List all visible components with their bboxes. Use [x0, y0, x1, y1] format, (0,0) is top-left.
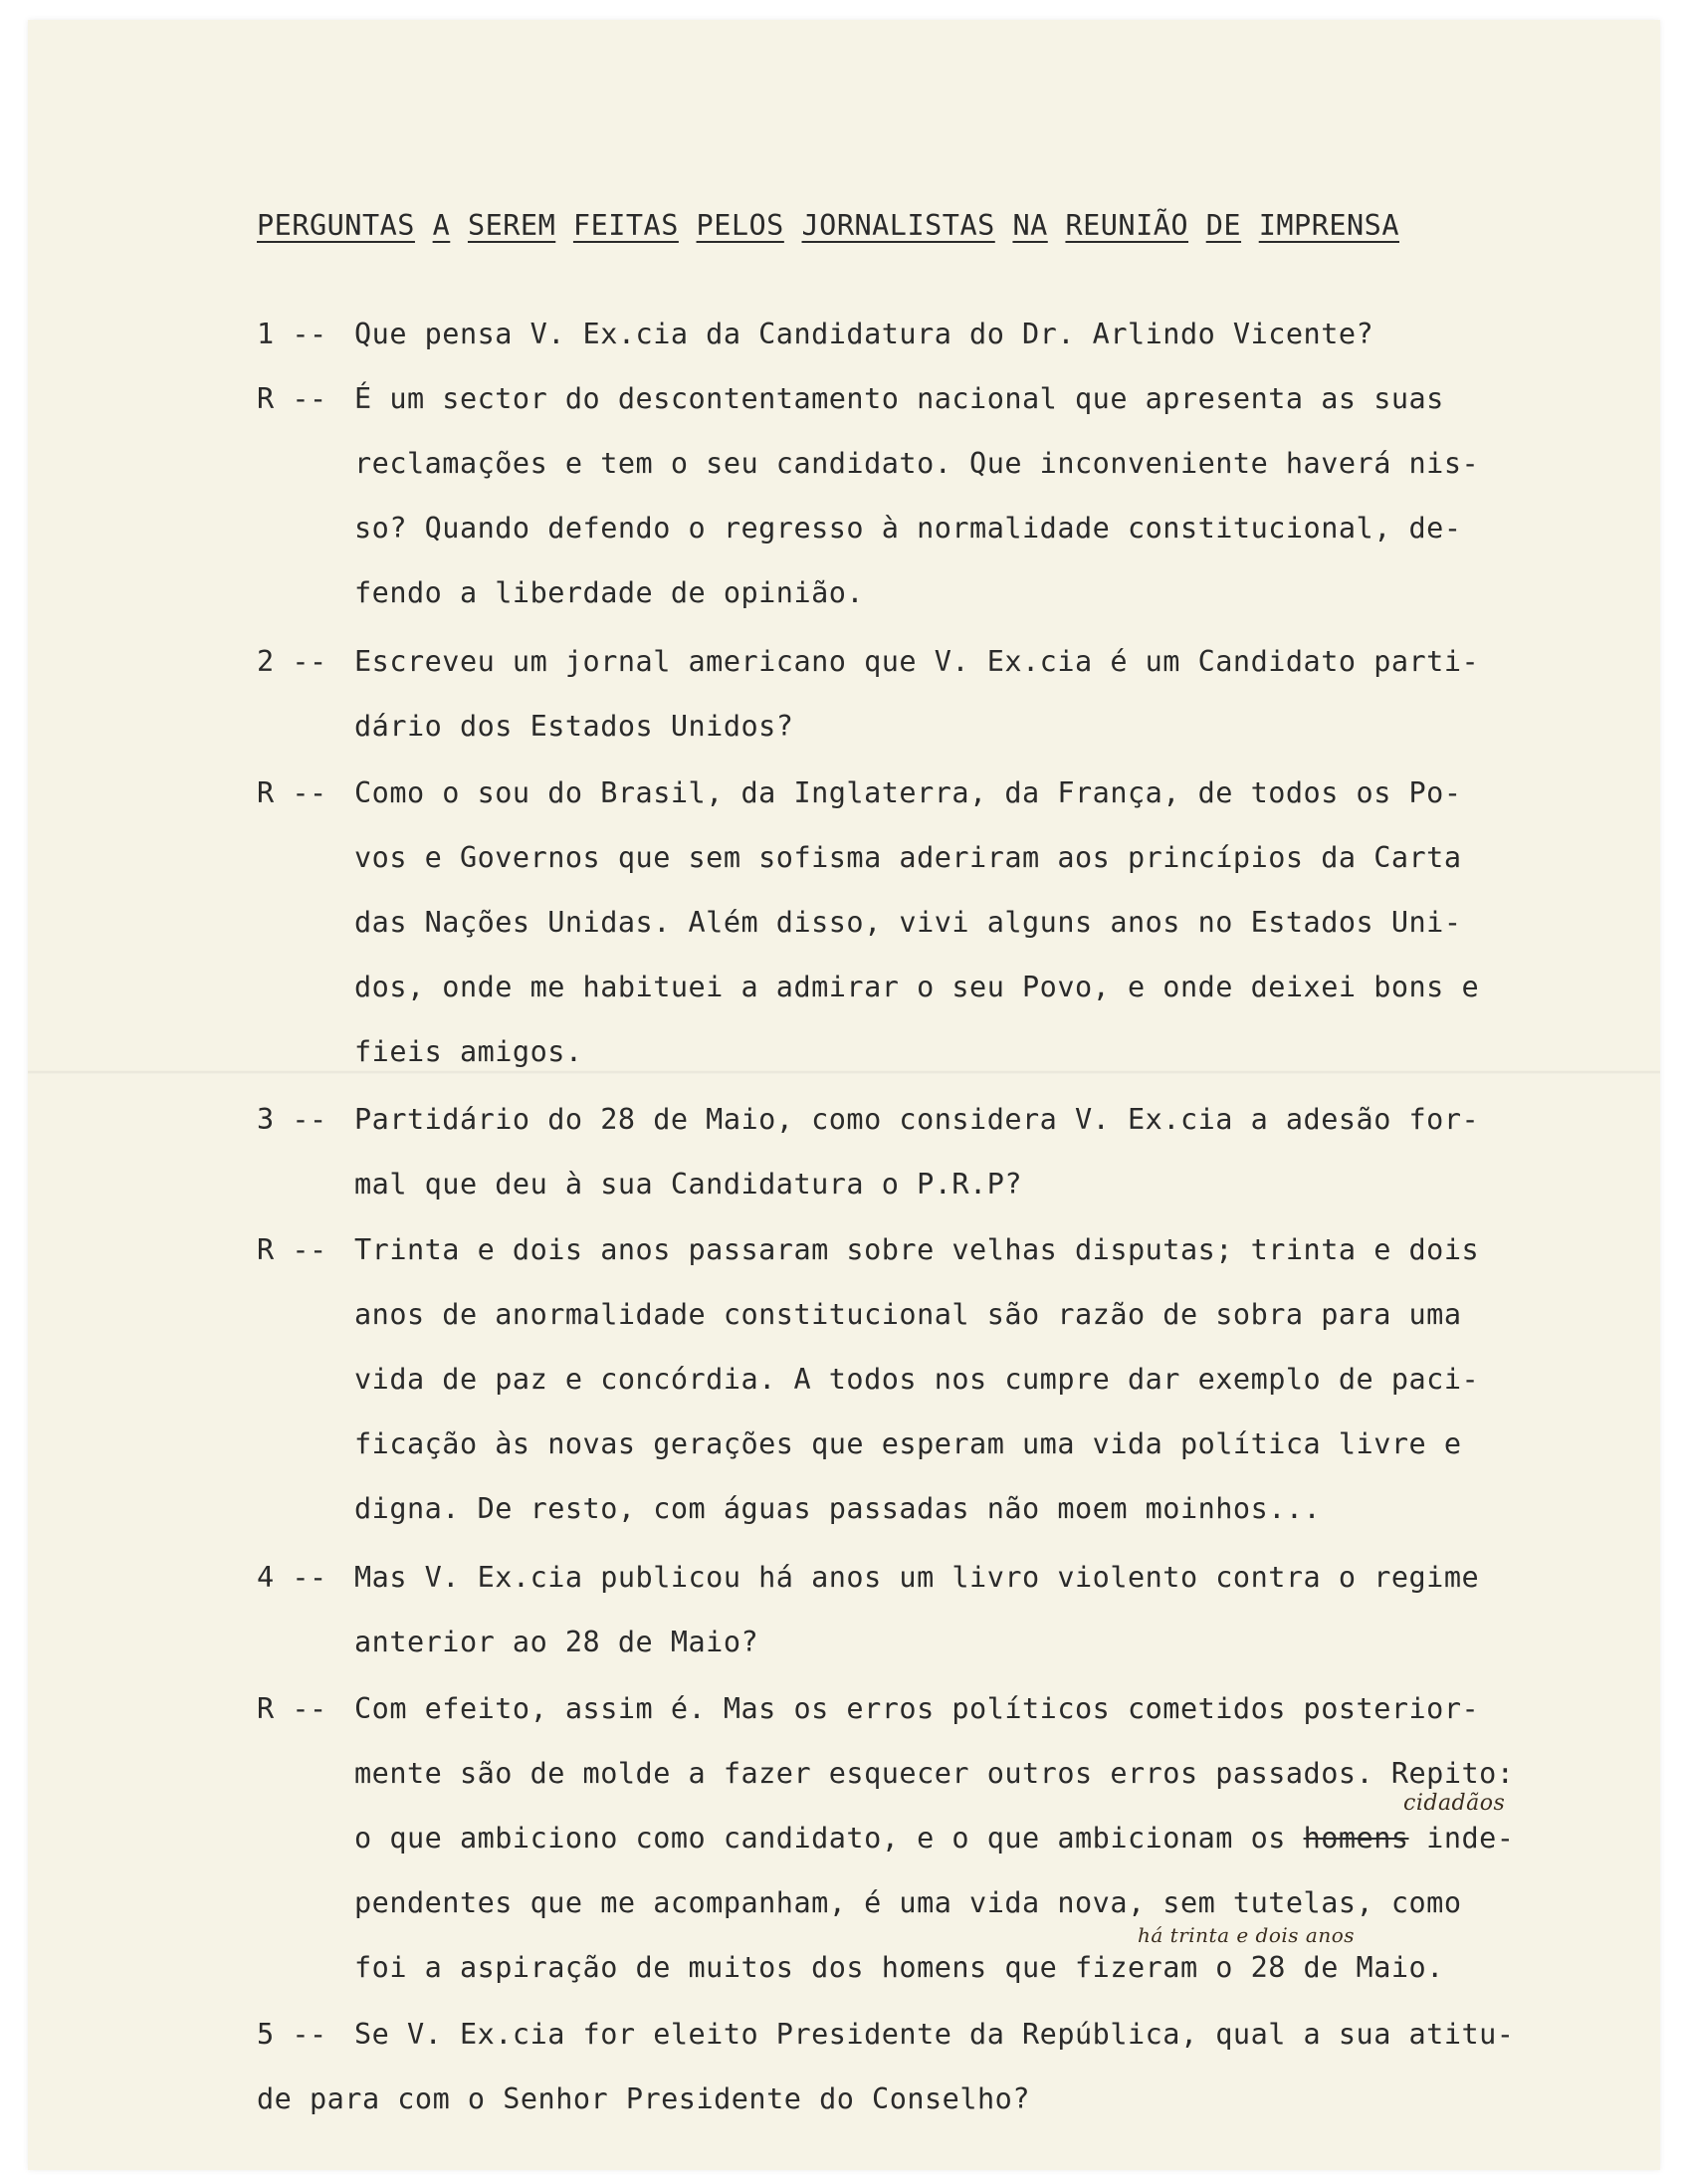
answer-line: digna. De resto, com águas passadas não moem moinhos... [354, 1492, 1322, 1525]
handwritten-insert-phrase: há trinta e dois anos [1138, 1923, 1356, 1947]
answer-line: É um sector do descontentamento nacional que apresenta as suas [354, 382, 1444, 415]
question-marker: 2 -- [257, 645, 327, 678]
document-page [28, 20, 1660, 2170]
answer-marker: R -- [257, 382, 327, 415]
question-line: mal que deu à sua Candidatura o P.R.P? [354, 1168, 1023, 1201]
question-line: Partidário do 28 de Maio, como considera V. Ex.cia a adesão for- [354, 1103, 1480, 1136]
handwritten-insert-cidadaos: cidadãos [1403, 1791, 1506, 1816]
title-word: A [432, 209, 451, 242]
struck-word: homens [1303, 1822, 1409, 1855]
answer-line: Trinta e dois anos passaram sobre velhas disputas; trinta e dois [354, 1233, 1480, 1266]
question-marker: 4 -- [257, 1561, 327, 1594]
answer-line: das Nações Unidas. Além disso, vivi alguns anos no Estados Uni- [354, 906, 1462, 939]
question-line: Escreveu um jornal americano que V. Ex.cia é um Candidato parti- [354, 645, 1480, 678]
question-marker: 5 -- [257, 2018, 327, 2051]
question-line: dário dos Estados Unidos? [354, 710, 794, 743]
document-title [257, 209, 1399, 242]
question-marker: 1 -- [257, 318, 327, 350]
question-line: anterior ao 28 de Maio? [354, 1626, 759, 1658]
question-line: de para com o Senhor Presidente do Conselho? [257, 2082, 1030, 2115]
answer-line: vos e Governos que sem sofisma aderiram aos princípios da Carta [354, 841, 1462, 874]
answer-line: foi a aspiração de muitos dos homens que fizeram o 28 de Maio. [354, 1951, 1444, 1984]
answer-line: ficação às novas gerações que esperam uma vida política livre e [354, 1427, 1462, 1460]
answer-marker: R -- [257, 1692, 327, 1725]
answer-line: o que ambiciono como candidato, e o que ambicionam os homens inde- [354, 1822, 1515, 1855]
answer-line: anos de anormalidade constitucional são razão de sobra para uma [354, 1298, 1462, 1331]
answer-line: fendo a liberdade de opinião. [354, 576, 865, 609]
title-word: DE [1205, 209, 1242, 242]
title-word: NA [1012, 209, 1048, 242]
answer-line: reclamações e tem o seu candidato. Que inconveniente haverá nis- [354, 447, 1480, 480]
title-word: PERGUNTAS [257, 209, 415, 242]
title-word: PELOS [696, 209, 784, 242]
title-word: FEITAS [572, 209, 679, 242]
question-line: Que pensa V. Ex.cia da Candidatura do Dr. Arlindo Vicente? [354, 318, 1374, 350]
answer-line: pendentes que me acompanham, é uma vida nova, sem tutelas, como [354, 1886, 1462, 1919]
title-word: REUNIÃO [1065, 209, 1189, 242]
answer-line: Com efeito, assim é. Mas os erros políticos cometidos posterior- [354, 1692, 1480, 1725]
question-line: Mas V. Ex.cia publicou há anos um livro violento contra o regime [354, 1561, 1480, 1594]
answer-marker: R -- [257, 1233, 327, 1266]
answer-line: mente são de molde a fazer esquecer outros erros passados. Repito: [354, 1757, 1515, 1790]
answer-line: dos, onde me habituei a admirar o seu Povo, e onde deixei bons e [354, 971, 1480, 1003]
title-word: JORNALISTAS [801, 209, 995, 242]
answer-line: so? Quando defendo o regresso à normalidade constitucional, de- [354, 512, 1462, 545]
answer-line: Como o sou do Brasil, da Inglaterra, da França, de todos os Po- [354, 776, 1462, 809]
title-word: IMPRENSA [1258, 209, 1399, 242]
title-word: SEREM [467, 209, 556, 242]
answer-line: fieis amigos. [354, 1035, 583, 1068]
answer-line: vida de paz e concórdia. A todos nos cumpre dar exemplo de paci- [354, 1363, 1480, 1396]
question-line: Se V. Ex.cia for eleito Presidente da República, qual a sua atitu- [354, 2018, 1515, 2051]
typewritten-text [28, 20, 1660, 2170]
answer-marker: R -- [257, 776, 327, 809]
question-marker: 3 -- [257, 1103, 327, 1136]
